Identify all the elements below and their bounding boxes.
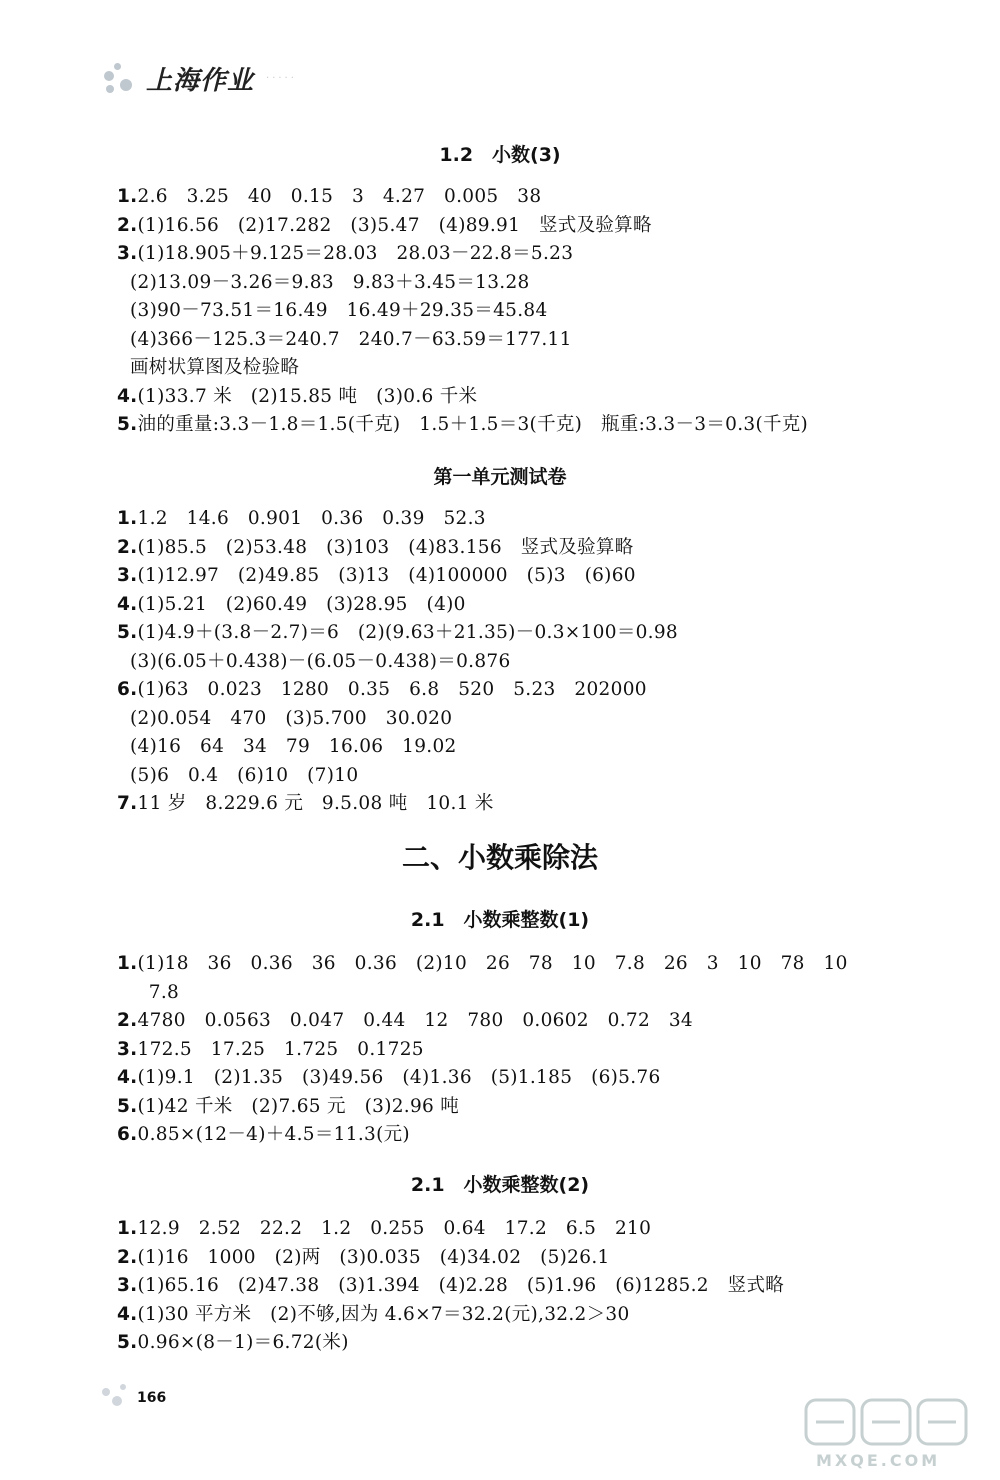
answer-list — [117, 505, 678, 819]
answer-line: 1.2.6 3.25 40 0.15 3 4.27 0.005 38 — [117, 186, 542, 207]
answer-line: (3)(6.05＋0.438)－(6.05－0.438)＝0.876 — [130, 650, 511, 672]
chapter-title: 二、小数乘除法 — [401, 841, 598, 874]
answer-line: 画树状算图及检验略 — [130, 357, 300, 378]
answer-line: 7.11 岁 8.229.6 元 9.5.08 吨 10.1 米 — [117, 793, 494, 814]
answer-list — [117, 950, 848, 1150]
header-dots: ····· — [266, 73, 297, 84]
section-title: 1.2 小数(3) — [439, 144, 561, 166]
answer-line: 5.(1)42 千米 (2)7.65 元 (3)2.96 吨 — [117, 1095, 460, 1117]
answer-line: 4.(1)5.21 (2)60.49 (3)28.95 (4)0 — [117, 593, 466, 615]
watermark-logo — [796, 1394, 986, 1474]
section-title: 2.1 小数乘整数(1) — [410, 909, 590, 931]
answer-line: (2)13.09－3.26＝9.83 9.83＋3.45＝13.28 — [130, 271, 530, 293]
answer-line: 4.(1)9.1 (2)1.35 (3)49.56 (4)1.36 (5)1.185 (6)5.76 — [117, 1067, 661, 1088]
answer-line: 5.(1)4.9＋(3.8－2.7)＝6 (2)(9.63＋21.35)－0.3×100＝0.98 — [117, 622, 679, 643]
answer-line: (4)16 64 34 79 16.06 19.02 — [130, 736, 457, 757]
answer-line: 5.油的重量:3.3－1.8＝1.5(千克) 1.5＋1.5＝3(千克) 瓶重:3.3－3＝0.3(千克) — [117, 414, 809, 435]
answer-line: 2.(1)85.5 (2)53.48 (3)103 (4)83.156 竖式及验算略 — [117, 536, 634, 558]
answer-line: 5.0.96×(8－1)＝6.72(米) — [117, 1332, 349, 1353]
watermark-icon — [796, 1394, 986, 1474]
book-title: 上海作业 — [146, 66, 255, 96]
answer-line: 3.(1)12.97 (2)49.85 (3)13 (4)100000 (5)3 (6)60 — [117, 565, 636, 586]
answer-line: 6.(1)63 0.023 1280 0.35 6.8 520 5.23 202000 — [117, 679, 647, 700]
answer-line: 2.(1)16.56 (2)17.282 (3)5.47 (4)89.91 竖式及验算略 — [117, 214, 652, 236]
answer-line: 4.(1)33.7 米 (2)15.85 吨 (3)0.6 千米 — [117, 385, 478, 407]
answer-line: 3.(1)65.16 (2)47.38 (3)1.394 (4)2.28 (5)1.96 (6)1285.2 竖式略 — [117, 1275, 785, 1296]
answer-line: 3.172.5 17.25 1.725 0.1725 — [117, 1038, 424, 1060]
answer-line: 4.(1)30 平方米 (2)不够,因为 4.6×7＝32.2(元),32.2＞30 — [117, 1303, 630, 1325]
page-number: 166 — [137, 1390, 167, 1406]
answer-list — [117, 183, 808, 440]
answer-line: (3)90－73.51＝16.49 16.49＋29.35＝45.84 — [130, 300, 548, 321]
section-title: 第一单元测试卷 — [433, 466, 567, 488]
answer-line: (5)6 0.4 (6)10 (7)10 — [130, 764, 359, 786]
answer-line: 2.4780 0.0563 0.047 0.44 12 780 0.0602 0.72 34 — [117, 1010, 693, 1031]
svg-text:MXQE.COM: MXQE.COM — [816, 1451, 941, 1470]
answer-line: (4)366－125.3＝240.7 240.7－63.59＝177.11 — [130, 328, 572, 350]
answer-line: 6.0.85×(12－4)＋4.5＝11.3(元) — [117, 1124, 410, 1145]
page-header — [100, 60, 297, 97]
answer-line: 1.12.9 2.52 22.2 1.2 0.255 0.64 17.2 6.5 210 — [117, 1218, 652, 1239]
section-title: 2.1 小数乘整数(2) — [410, 1174, 590, 1196]
decorative-bubbles-icon — [100, 61, 140, 97]
answer-line: (2)0.054 470 (3)5.700 30.020 — [130, 707, 453, 729]
corner-bubbles-icon — [100, 1382, 132, 1410]
answer-line: 3.(1)18.905＋9.125＝28.03 28.03－22.8＝5.23 — [117, 243, 574, 264]
answer-line: 1.(1)18 36 0.36 36 0.36 (2)10 26 78 10 7.8 26 3 10 78 10 — [117, 953, 848, 974]
answer-line: 7.8 — [130, 981, 180, 1003]
answer-line: 1.1.2 14.6 0.901 0.36 0.39 52.3 — [117, 508, 486, 529]
answer-list — [117, 1215, 784, 1358]
answer-line: 2.(1)16 1000 (2)两 (3)0.035 (4)34.02 (5)26.1 — [117, 1246, 610, 1268]
